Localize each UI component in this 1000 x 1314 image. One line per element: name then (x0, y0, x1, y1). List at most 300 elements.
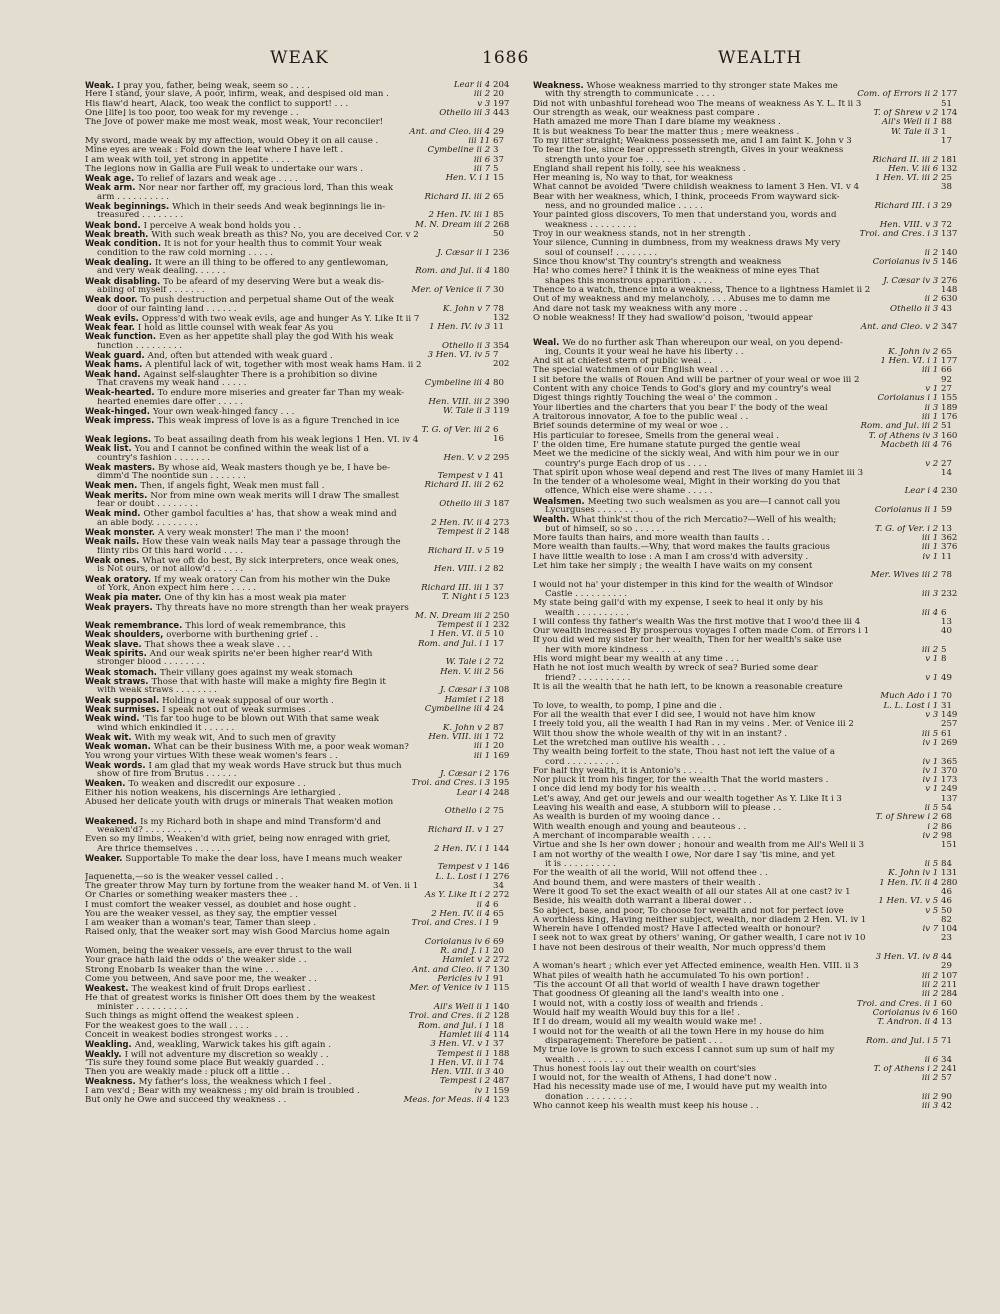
play-act-scene: iv 1 (922, 738, 941, 748)
quotation-line (85, 919, 527, 928)
play-act-scene: T. of Shrew v 2 (873, 108, 941, 118)
line-number: 160 (941, 1008, 958, 1018)
quotation-text: Against self-slaughter There is a prohibition so divine (143, 369, 378, 379)
play-act-scene: iii 2 (921, 971, 941, 981)
quotation-line (85, 1012, 527, 1021)
line-number: 76 (941, 440, 952, 450)
play-act-scene: iii 11 (468, 136, 493, 146)
line-number: 72 (941, 220, 952, 230)
play-act-scene: Cymbeline iii 4 (424, 379, 493, 388)
reference (437, 109, 527, 118)
play-act-scene: Mer. of Venice ii 7 (411, 285, 493, 295)
reference (426, 211, 527, 220)
play-act-scene: v 2 (925, 459, 941, 469)
play-act-scene: Ant. and Cleo. iii 4 (409, 127, 493, 137)
headword: Weak supposal. (85, 695, 160, 705)
quotation-line (533, 1018, 975, 1027)
quotation-line (533, 100, 975, 109)
quotation-text: If my weak oratory Can from his mother win the Duke (154, 574, 391, 584)
headword: Weaker. (85, 853, 123, 863)
quotation-line (533, 581, 975, 590)
play-act-scene: Cymbeline ii 2 (427, 146, 493, 156)
line-number: 132 (941, 164, 958, 174)
reference (875, 1018, 975, 1027)
play-act-scene: ii 5 (924, 804, 941, 814)
line-number: 144 (493, 844, 510, 854)
line-number: 177 (941, 90, 958, 100)
quotation-text: door of our fainting land . . . . . . (97, 304, 237, 314)
play-act-scene: Coriolanus iv 5 (872, 257, 941, 267)
quotation-line (533, 183, 975, 192)
continuation-line (85, 826, 527, 835)
play-act-scene: iii 1 (473, 742, 493, 752)
play-act-scene: Hen. VIII. ii 3 (431, 1068, 493, 1078)
play-act-scene: Hen. VIII. v 3 (879, 220, 941, 230)
line-number: 41 (493, 472, 504, 482)
continuation-line (533, 860, 975, 869)
reference (939, 934, 975, 943)
line-number: 148 (493, 528, 510, 537)
entry-line (85, 183, 527, 192)
quotation-line (85, 1059, 527, 1068)
quotation-text: I hold as little counsel with weak fear As you (137, 323, 334, 333)
play-act-scene: Hen. VIII. i 2 (433, 565, 493, 575)
quotation-line (533, 394, 975, 403)
quotation-text: Mine eyes are weak : Fold down the leaf where I have left . (85, 146, 344, 156)
play-act-scene: Richard III. i 3 (874, 202, 941, 212)
quotation-line (533, 627, 975, 636)
line-number: 151 (941, 841, 958, 851)
continuation-line (85, 500, 527, 509)
quotation-text: Are thrice themselves . . . . . . . (97, 844, 231, 854)
reference (939, 618, 975, 627)
play-act-scene: All's Well ii 1 (881, 118, 941, 128)
reference (876, 897, 975, 906)
line-number: 370 (941, 766, 958, 776)
line-number: 78 (493, 304, 504, 314)
entry-line (85, 1050, 527, 1059)
play-act-scene: Coriolanus ii 1 (874, 506, 941, 516)
quotation-line (533, 832, 975, 841)
line-number: 71 (941, 1036, 952, 1046)
headword: Weak wit. (85, 732, 132, 742)
entry-line (85, 277, 527, 286)
play-act-scene: Tempest v 1 (437, 472, 493, 482)
play-act-scene: v 1 (925, 655, 941, 665)
play-act-scene: Cymbeline iii 4 (424, 704, 493, 714)
headword: Weakness. (533, 81, 584, 90)
reference (920, 1093, 975, 1102)
line-number: 19 (493, 546, 504, 556)
line-number: 25 (941, 174, 952, 184)
quotation-text: So abject, base, and poor, To choose for wealth and not for perfect love (533, 906, 844, 916)
reference (923, 249, 975, 258)
quotation-text: To be afeard of my deserving Were but a weak dis- (163, 276, 384, 286)
play-act-scene: iv 1 (922, 552, 941, 562)
quotation-line (533, 211, 975, 220)
quotation-line (533, 305, 975, 314)
headword: Weak surmises. (85, 704, 160, 714)
play-act-scene: iv 2 (922, 832, 941, 841)
reference (869, 571, 975, 580)
quotation-text: Let him take her simply ; the wealth I have waits on my consent (533, 561, 813, 571)
reference (920, 972, 975, 981)
quotation-line (533, 730, 975, 739)
quotation-text: Is my Richard both in shape and mind Transform'd and (140, 816, 382, 826)
play-act-scene: iii 2 (921, 1074, 941, 1084)
entry-line (85, 630, 527, 639)
line-number: 204 (493, 81, 510, 90)
play-act-scene: ii 4 (476, 900, 493, 910)
line-number: 13 (941, 1018, 952, 1028)
reference (939, 916, 975, 925)
reference (435, 249, 527, 258)
continuation-line (533, 90, 975, 99)
quotation-line (533, 1065, 975, 1074)
quotation-text: The legions now in Gallia are Full weak to undertake our wars . (85, 164, 363, 174)
quotation-text: I would not for the wealth of all the town Here in my house do him (533, 1027, 825, 1037)
quotation-text: Women, being the weaker vessels, are ever thrust to the wall (85, 947, 353, 957)
quotation-text: Our strength as weak, our weakness past compare . (533, 108, 760, 118)
line-number: 65 (941, 347, 952, 357)
quotation-text: wealth . . . . . . . . . . (545, 608, 629, 618)
quotation-line (85, 752, 527, 761)
quotation-line (533, 1046, 975, 1055)
play-act-scene: Mer. Wives iii 2 (870, 571, 941, 581)
quotation-line (533, 1000, 975, 1009)
quotation-text: stronger blood . . . . . . . . (97, 658, 205, 668)
play-act-scene: Tempest ii 2 (437, 528, 493, 537)
reference (920, 832, 975, 841)
line-number: 57 (941, 1074, 952, 1084)
quotation-text: friend? . . . . . . . . . . (545, 673, 631, 683)
headword: Weak. (85, 81, 115, 90)
quotation-line (533, 934, 975, 943)
reference (923, 404, 975, 413)
line-number: 630 (941, 295, 958, 305)
play-act-scene: 1 Hen. VI. ii 1 (429, 1058, 493, 1068)
quotation-text: I am weak with toil, yet strong in appetite . . . . (85, 155, 290, 165)
quotation-text: His word might bear my wealth at any time . . . (533, 655, 740, 665)
line-number: 114 (493, 1030, 510, 1040)
quotation-text: His particular to foresee, Smells from the general weal . (533, 431, 779, 441)
quotation-line (85, 118, 527, 127)
quotation-text: For the wealth of all the world, Will not offend thee . . (533, 869, 768, 879)
reference (441, 454, 527, 463)
quotation-text: It were an ill thing to be offered to any gentlewoman, (154, 257, 389, 268)
quotation-text: And, often but attended with weak guard . (147, 351, 333, 361)
quotation-text: with thy strength to communicate . . . . (545, 90, 716, 100)
line-number: 276 (493, 872, 510, 882)
line-number: 16 (493, 434, 504, 444)
line-number: 8 (941, 655, 947, 665)
quotation-text: I once did lend my body for his wealth . . . (533, 785, 717, 795)
play-act-scene: iv 1 (922, 757, 941, 767)
quotation-text: And our weak spirits ne'er been higher rear'd With (149, 649, 373, 659)
entry-line (85, 407, 527, 416)
line-number: 59 (941, 506, 952, 516)
quotation-text: I am vex'd ; Bear with my weakness ; my old brain is troubled . (85, 1086, 360, 1096)
play-act-scene: Hen. V. v 2 (443, 453, 493, 463)
line-number: 6 (493, 900, 499, 910)
reference (435, 1050, 527, 1059)
reference (441, 407, 527, 416)
reference (437, 1031, 527, 1040)
line-number: 78 (941, 571, 952, 581)
quotation-text: The special watchmen of our English weal . . . (533, 366, 734, 376)
reference (410, 779, 527, 788)
continuation-line (85, 938, 527, 947)
reference (923, 907, 975, 916)
play-act-scene: Troi. and Cres. i 1 (411, 919, 493, 929)
continuation-line (85, 305, 527, 314)
play-act-scene: v 1 (925, 785, 941, 795)
reference (438, 770, 527, 779)
quotation-line (533, 785, 975, 794)
quotation-text: cord . . . . . . . . . . (545, 757, 620, 767)
quotation-text: Raised only, that the weaker sort may wish Good Marcius home again (85, 928, 390, 938)
quotation-line (85, 789, 527, 798)
play-act-scene: Lear i 4 (904, 487, 941, 497)
play-act-scene: Richard II. v 5 (427, 546, 493, 556)
play-act-scene: Troi. and Cres. ii 1 (856, 999, 941, 1009)
quotation-line (85, 901, 527, 910)
quotation-text: Even so my limbs, Weaken'd with grief, being now enraged with grief, (85, 835, 391, 845)
quotation-text: I am weaker than a woman's tear, Tamer than sleep . (85, 919, 317, 929)
reference (441, 724, 527, 733)
quotation-line (533, 962, 975, 971)
quotation-text: O noble weakness! If they had swallow'd poison, 'twould appear (533, 313, 813, 323)
line-number: 176 (941, 412, 958, 422)
play-act-scene: Ant. and Cleo. v 2 (860, 323, 941, 333)
quotation-text: fear or doubt . . . . . . . . (97, 500, 199, 510)
headword: Weak arm. (85, 183, 136, 193)
quotation-line (85, 109, 527, 118)
line-number: 276 (941, 276, 958, 286)
entry-line (85, 463, 527, 472)
line-number: 88 (941, 118, 952, 128)
reference (426, 398, 527, 407)
play-act-scene: iii 1 (921, 366, 941, 376)
entry-line (533, 497, 975, 506)
line-number: 130 (493, 965, 510, 975)
headword: Weak condition. (85, 239, 162, 249)
quotation-text: That goodness Of gleaning all the land's wealth into one . (533, 990, 785, 1000)
line-number: 354 (493, 341, 510, 351)
line-number: 24 (493, 704, 504, 714)
reference (939, 100, 975, 109)
continuation-line (533, 692, 975, 701)
continuation-line (533, 221, 975, 230)
quotation-text: Other gambol faculties a' has, that show a weak mind and (143, 509, 397, 519)
reference (427, 323, 527, 332)
quotation-text: Then you are weakly made : pluck off a little . . (85, 1068, 290, 1078)
entry-line (533, 81, 975, 90)
play-act-scene: Macbeth iii 4 (880, 440, 941, 450)
line-number: 13 (941, 617, 952, 627)
reference (920, 981, 975, 990)
quotation-text: For the weakest goes to the wall . . . . (85, 1021, 249, 1031)
reference (472, 165, 527, 174)
headword: Weak oratory. (85, 574, 152, 584)
quotation-text: Ha! who comes here? I think it is the weakness of mine eyes That (533, 267, 820, 277)
quotation-text: donation . . . . . . . . . (545, 1092, 633, 1102)
quotation-text: To relief of lazars and weak age . . . . (137, 174, 298, 184)
line-number: 176 (493, 770, 510, 780)
line-number: 72 (493, 732, 504, 742)
headword: Weakest. (85, 984, 129, 994)
quotation-text: Hath he not lost much wealth by wreck of sea? Buried some dear (533, 664, 818, 674)
quotation-text: But only he Owe and succeed thy weakness . . (85, 1096, 287, 1106)
quotation-line (533, 376, 975, 385)
line-number: 173 (941, 776, 958, 786)
play-act-scene: Troi. and Cres. i 3 (859, 230, 941, 239)
play-act-scene: 2 Hen. IV. i 1 (433, 844, 493, 854)
quotation-line (533, 543, 975, 552)
line-number: 85 (493, 211, 504, 221)
entry-line (85, 733, 527, 742)
quotation-text: That shows thee a weak slave . . . (144, 639, 291, 650)
quotation-line (85, 994, 527, 1003)
continuation-line (533, 1093, 975, 1102)
quotation-text: Their villany goes against my weak stomach (160, 667, 353, 677)
quotation-line (533, 897, 975, 906)
quotation-text: Wilt thou show the whole wealth of thy wit in an instant? . (533, 729, 788, 739)
quotation-line (85, 137, 527, 146)
entry-line (85, 603, 527, 612)
quotation-text: It is but weakness To bear the matter thus ; mere weakness . (533, 127, 800, 137)
quotation-text: I will confess thy father's wealth Was the first motive that I woo'd thee iii 4 (533, 617, 861, 627)
quotation-line (85, 1022, 527, 1031)
reference (920, 590, 975, 599)
continuation-line (533, 758, 975, 767)
entry-line (85, 202, 527, 211)
line-number: 487 (493, 1077, 510, 1087)
reference (436, 472, 527, 481)
quotation-line (533, 1083, 975, 1092)
reference (432, 845, 527, 854)
play-act-scene: J. Cæsar i 3 (440, 686, 493, 696)
entry-line (85, 575, 527, 584)
reference (873, 525, 975, 534)
line-number: 280 (941, 878, 958, 888)
quotation-text: I have not been desirous of their wealth, Nor much oppress'd them (533, 943, 826, 953)
quotation-line (533, 469, 975, 478)
reference (428, 630, 527, 639)
reference (920, 990, 975, 999)
reference (888, 305, 975, 314)
play-act-scene: i 2 (927, 822, 941, 832)
play-act-scene: K. John iv 2 (888, 347, 941, 357)
quotation-text: The weakest kind of fruit Drops earliest . (131, 984, 311, 994)
quotation-text: Castle . . . . . . . . . . (545, 589, 628, 599)
quotation-line (533, 869, 975, 878)
quotation-text: Nor pluck it from his finger, for the wealth That the world masters . (533, 776, 829, 786)
continuation-line (533, 571, 975, 580)
quotation-text: To my litter straight; Weakness possesseth me, and I am faint K. John v 3 (533, 136, 852, 146)
entry-line (533, 515, 975, 524)
play-act-scene: ii 5 (924, 859, 941, 869)
line-number: 107 (941, 971, 958, 981)
quotation-text: I freely told you, all the wealth I had Ran in my veins . Mer. of Venice iii 2 (533, 720, 854, 730)
entry-line (85, 677, 527, 686)
quotation-text: treasured . . . . . . . . (97, 211, 184, 221)
play-act-scene: Tempest i 2 (439, 1077, 493, 1087)
quotation-line (533, 1028, 975, 1037)
quotation-text: What piles of wealth hath he accumulated To his own portion! . (533, 971, 810, 981)
reference (491, 882, 527, 891)
entry-line (85, 174, 527, 183)
headword: Weak list. (85, 444, 132, 454)
line-number: 272 (493, 891, 510, 901)
entry-line (85, 221, 527, 230)
line-number: 174 (941, 108, 958, 118)
line-number: 62 (493, 481, 504, 491)
reference (435, 528, 527, 537)
quotation-text: Her meaning is, No way to that, for weakness (533, 174, 733, 184)
entry-line (85, 984, 527, 993)
reference (438, 1077, 527, 1086)
reference (407, 984, 527, 993)
reference (923, 674, 975, 683)
play-act-scene: Richard II. iii 2 (424, 192, 493, 202)
line-number: 46 (941, 887, 952, 897)
continuation-line (85, 686, 527, 695)
entry-line (85, 370, 527, 379)
continuation-line (85, 454, 527, 463)
play-act-scene: Othello ii 3 (890, 304, 941, 314)
continuation-line (533, 277, 975, 286)
quotation-text: offence, Which else were shame . . . . . (545, 487, 713, 497)
play-act-scene: Othello iii 3 (439, 500, 493, 510)
reference (879, 441, 975, 450)
reference (444, 174, 527, 183)
entry-line (85, 388, 527, 397)
continuation-line (85, 286, 527, 295)
reference (871, 1065, 975, 1074)
reference (878, 221, 975, 230)
line-number: 29 (941, 962, 952, 972)
reference (413, 267, 527, 276)
continuation-line (85, 519, 527, 528)
entry-line (85, 416, 527, 425)
quotation-text: You are the weaker vessel, as they say, the emptier vessel (85, 909, 337, 919)
reference (920, 646, 975, 655)
line-number: 273 (493, 518, 510, 528)
continuation-line (85, 547, 527, 556)
line-number: 119 (493, 406, 510, 416)
reference (875, 394, 975, 403)
line-number: 155 (941, 394, 958, 404)
reference (903, 487, 975, 496)
play-act-scene: Coriolanus iv 6 (424, 937, 493, 947)
continuation-line (85, 845, 527, 854)
quotation-line (533, 422, 975, 431)
quotation-text: I am not worthy of the wealth I owe, Nor dare I say 'tis mine, and yet (533, 850, 835, 860)
line-number: 15 (493, 174, 504, 184)
quotation-line (533, 193, 975, 202)
play-act-scene: K. John iv 1 (888, 869, 941, 879)
play-act-scene: v 3 (925, 710, 941, 720)
reference (410, 966, 527, 975)
line-number: 65 (493, 192, 504, 202)
reference (923, 804, 975, 813)
quotation-text: My father's loss, the weakness which I feel . (138, 1077, 332, 1087)
quotation-text: To love, to wealth, to pomp, I pine and die . (533, 701, 722, 711)
play-act-scene: Rom. and Jul. i 1 (417, 1021, 493, 1031)
entry-line (85, 239, 527, 248)
quotation-line (533, 851, 975, 860)
